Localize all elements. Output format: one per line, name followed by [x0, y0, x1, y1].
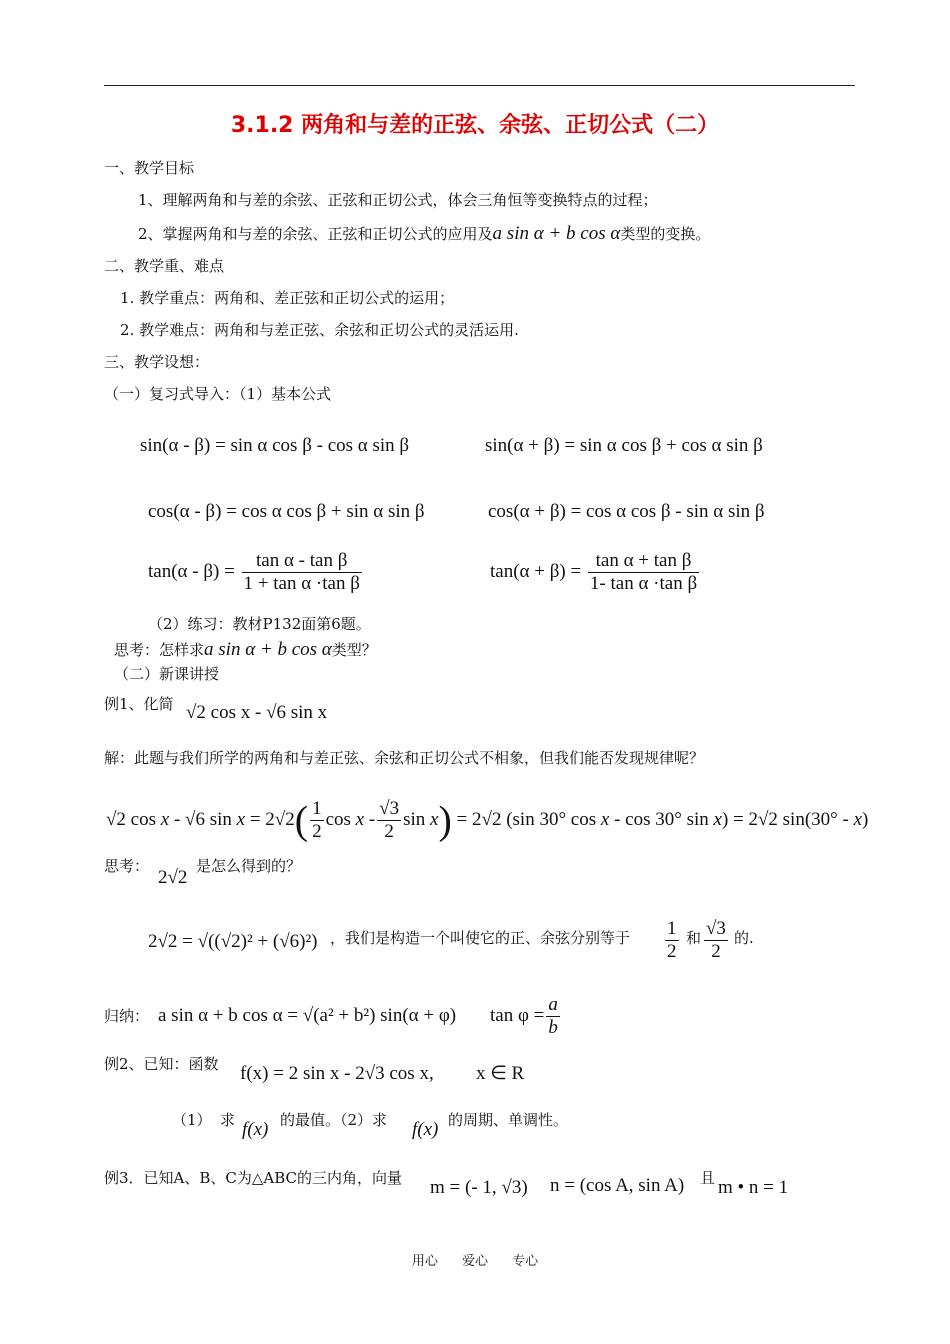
tan-plus-lhs: tan(α + β) =	[490, 560, 582, 582]
keypoint-2: 2. 教学难点：两角和与差正弦、余弦和正切公式的灵活运用.	[120, 321, 519, 339]
example-2-q1-text: 求	[220, 1111, 236, 1129]
example-2-fx-1: f(x)	[242, 1119, 269, 1140]
objective-1: 1、理解两角和与差的余弦、正弦和正切公式，体会三角恒等变换特点的过程；	[138, 191, 658, 209]
objective-2-formula: a sin α + b cos α	[492, 223, 621, 244]
objective-2	[138, 222, 710, 246]
tan-minus-numerator: tan α - tan β	[242, 550, 362, 573]
practice-text: （2）练习：教材P132面第6题。	[148, 615, 371, 633]
example-2-function: f(x) = 2 sin x - 2√3 cos x,	[240, 1063, 434, 1084]
example-2-q1-post: 的最值。（2）求	[280, 1111, 388, 1129]
formula-sin-minus: sin(α - β) = sin α cos β - cos α sin β	[140, 435, 410, 456]
tan-plus-denominator: 1- tan α ·tan β	[589, 573, 698, 594]
new-lesson-heading: （二）新课讲授	[114, 665, 220, 683]
think-post: 类型？	[331, 641, 377, 659]
half-fraction: $\frac{1}{2}$	[667, 918, 677, 962]
example-3-vector-m: m = (- 1, √3)	[430, 1177, 528, 1198]
formula-cos-plus: cos(α + β) = cos α cos β - sin α sin β	[488, 501, 765, 522]
formula-tan-plus	[490, 550, 701, 595]
page-title: 3.1.2 两角和与差的正弦、余弦、正切公式（二）	[230, 113, 720, 138]
example-3-dot-product: m • n = 1	[718, 1177, 789, 1198]
formula-tan-minus	[148, 550, 364, 595]
norm-explain	[330, 928, 630, 948]
formula-cos-minus: cos(α - β) = cos α cos β + sin α sin β	[148, 501, 425, 522]
example-3-label: 例3．已知A、B、C为△ABC的三内角，向量	[104, 1169, 403, 1187]
example-2-label: 例2、已知：函数	[104, 1055, 219, 1073]
think-pre: 思考：怎样求	[114, 641, 205, 659]
think-formula: a sin α + b cos α	[204, 639, 332, 660]
top-rule	[104, 85, 855, 86]
example-1-solution: 解：此题与我们所学的两角和与差正弦、余弦和正切公式不相象，但我们能否发现规律呢？	[104, 749, 705, 767]
and-text: 和	[686, 929, 702, 947]
example-1-label: 例1、化简	[104, 695, 174, 713]
example-1-derivation: √2 cos x - √6 sin x = 2√2( $\frac{1}{2}$ cos x - $\frac{√3}{2}$ sin x) = 2√2 (sin 30° cos x - cos 30° sin x) = 2√2 sin(30° - x)	[106, 797, 869, 843]
tan-minus-denominator: 1 + tan α ·tan β	[243, 573, 360, 594]
of-text: 的.	[734, 929, 754, 947]
summary-tan: tan φ = $\frac{a}{b}$	[490, 994, 558, 1038]
keypoint-1: 1. 教学重点：两角和、差正弦和正切公式的运用；	[120, 289, 455, 307]
page-footer: 用心 爱心 专心	[411, 1254, 539, 1269]
summary-label: 归纳：	[104, 1007, 150, 1025]
norm-derivation: 2√2 = √((√2)² + (√6)²)	[148, 931, 318, 952]
objective-2-text: 2、掌握两角和与差的余弦、正弦和正切公式的应用及	[138, 225, 493, 243]
example-3-condition: 且	[700, 1169, 716, 1187]
norm-explain-text: ，我们是构造一个叫使它的正、余弦分别等于	[330, 929, 631, 947]
section-3-heading: 三、教学设想：	[104, 353, 210, 371]
example-2-q1-number: （1）	[172, 1111, 212, 1129]
review-heading: （一）复习式导入：（1）基本公式	[104, 385, 332, 403]
sqrt3-half-fraction: $\frac{√3}{2}$	[706, 918, 726, 962]
formula-sin-plus: sin(α + β) = sin α cos β + cos α sin β	[485, 435, 763, 456]
example-2-q2-post: 的周期、单调性。	[448, 1111, 569, 1129]
section-1-heading: 一、教学目标	[104, 159, 195, 177]
example-3-vector-n: n = (cos A, sin A)	[550, 1175, 685, 1196]
think-text: 是怎么得到的？	[196, 857, 302, 875]
summary-tan-lhs: tan φ =	[490, 1004, 545, 1026]
summary-formula: a sin α + b cos α = √(a² + b²) sin(α + φ)	[158, 1005, 457, 1026]
example-2-domain: x ∈ R	[476, 1063, 525, 1084]
example-2-fx-2: f(x)	[412, 1119, 439, 1140]
think-question	[114, 638, 377, 662]
tan-minus-fraction	[242, 550, 362, 595]
tan-plus-fraction	[588, 550, 699, 595]
tan-plus-numerator: tan α + tan β	[588, 550, 699, 573]
think-label: 思考：	[104, 857, 150, 875]
think-expression: 2√2	[158, 867, 188, 888]
tan-minus-lhs: tan(α - β) =	[148, 560, 235, 582]
objective-2-suffix: 类型的变换。	[620, 225, 711, 243]
example-1-expression: √2 cos x - √6 sin x	[186, 702, 328, 723]
section-2-heading: 二、教学重、难点	[104, 257, 225, 275]
